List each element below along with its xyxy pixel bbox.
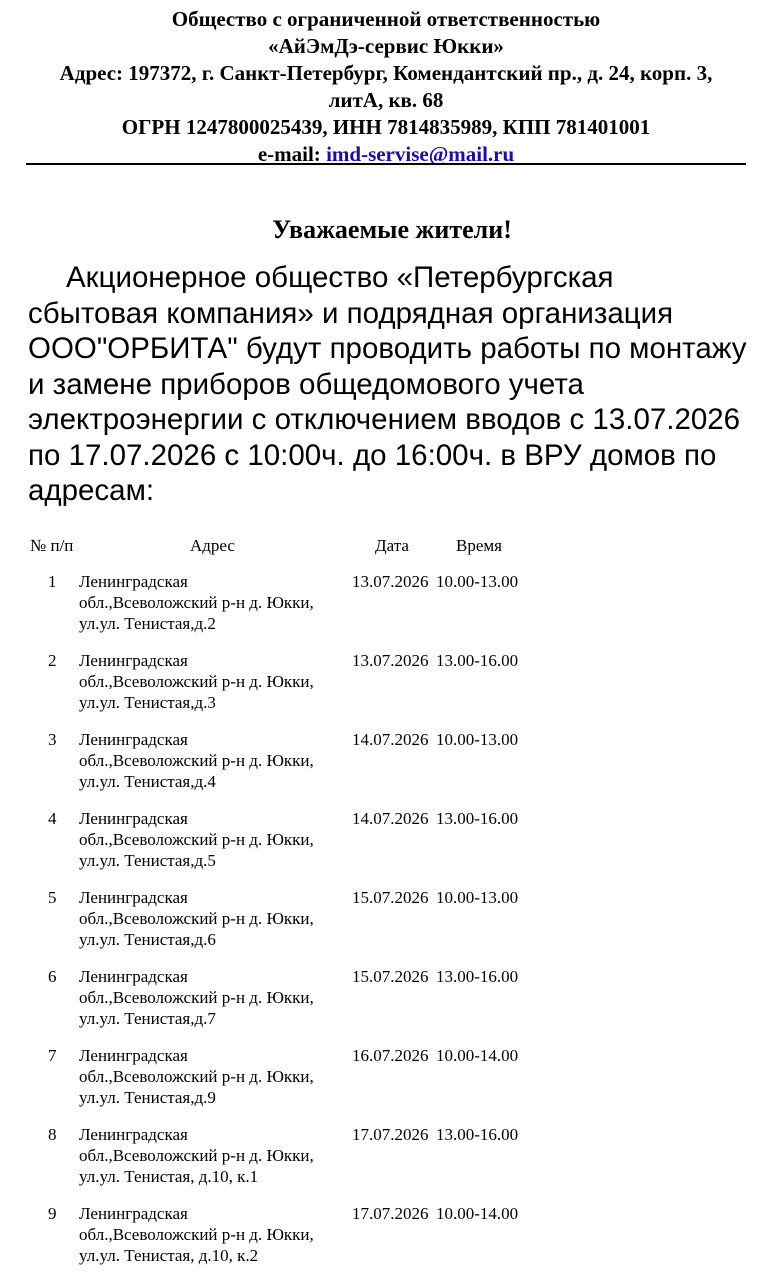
address-line-district: обл.,Всеволожский р-н д. Юкки, bbox=[79, 751, 314, 770]
address-line-region: Ленинградская bbox=[79, 888, 188, 907]
greeting-heading: Уважаемые жители! bbox=[272, 215, 512, 244]
table-row bbox=[0, 1045, 784, 1124]
row-date: 13.07.2026 bbox=[352, 572, 429, 591]
email-link[interactable]: imd-servise@mail.ru bbox=[326, 142, 515, 166]
row-date: 14.07.2026 bbox=[352, 730, 429, 749]
row-address bbox=[79, 887, 349, 950]
row-date: 17.07.2026 bbox=[352, 1204, 429, 1223]
address-line-region: Ленинградская bbox=[79, 730, 188, 749]
table-row bbox=[0, 650, 784, 729]
row-number: 2 bbox=[48, 651, 57, 670]
company-registration-line: ОГРН 1247800025439, ИНН 7814835989, КПП 781401001 bbox=[121, 115, 651, 139]
row-number: 4 bbox=[48, 809, 57, 828]
table-row bbox=[0, 966, 784, 1045]
row-date: 16.07.2026 bbox=[352, 1046, 429, 1065]
address-line-region: Ленинградская bbox=[79, 572, 188, 591]
table-row bbox=[0, 571, 784, 650]
table-row bbox=[0, 887, 784, 966]
row-time: 10.00-14.00 bbox=[436, 1046, 519, 1065]
row-address bbox=[79, 966, 349, 1029]
table-header bbox=[0, 535, 784, 559]
row-time: 10.00-13.00 bbox=[436, 730, 519, 749]
column-header-number: № п/п bbox=[30, 536, 74, 555]
row-address bbox=[79, 729, 349, 792]
table-row bbox=[0, 1203, 784, 1282]
column-header-date: Дата bbox=[375, 536, 409, 555]
table-row bbox=[0, 1124, 784, 1203]
address-line-region: Ленинградская bbox=[79, 1125, 188, 1144]
address-line-street: ул.ул. Тенистая,д.5 bbox=[79, 851, 216, 870]
notice-paragraph: Акционерное общество «Петербургская сбытовая компания» и подрядная организация ООО"ОРБИТА" будут проводить работы по монтажу и замене приборов общедомового учета электроэнергии с отключением вводов с 13.07.2026 по 17.07.2026 с 10:00ч. до 16:00ч. в ВРУ домов по адресам: bbox=[28, 261, 747, 507]
row-address bbox=[79, 1045, 349, 1108]
email-label: e-mail: bbox=[257, 142, 321, 166]
company-name-line: Общество с ограниченной ответственностью bbox=[171, 7, 601, 31]
row-address bbox=[79, 808, 349, 871]
address-line-street: ул.ул. Тенистая,д.9 bbox=[79, 1088, 216, 1107]
row-number: 5 bbox=[48, 888, 57, 907]
row-number: 9 bbox=[48, 1204, 57, 1223]
address-line-district: обл.,Всеволожский р-н д. Юкки, bbox=[79, 593, 314, 612]
row-time: 10.00-14.00 bbox=[436, 1204, 519, 1223]
row-address bbox=[79, 1124, 349, 1187]
row-time: 13.00-16.00 bbox=[436, 809, 519, 828]
address-line-street: ул.ул. Тенистая,д.4 bbox=[79, 772, 216, 791]
address-line-street: ул.ул. Тенистая,д.3 bbox=[79, 693, 216, 712]
row-time: 13.00-16.00 bbox=[436, 967, 519, 986]
row-time: 13.00-16.00 bbox=[436, 1125, 519, 1144]
table-row bbox=[0, 808, 784, 887]
row-date: 17.07.2026 bbox=[352, 1125, 429, 1144]
address-line-district: обл.,Всеволожский р-н д. Юкки, bbox=[79, 830, 314, 849]
row-number: 6 bbox=[48, 967, 57, 986]
column-header-address: Адрес bbox=[190, 536, 235, 555]
company-address-line-cont: литА, кв. 68 bbox=[328, 88, 444, 112]
row-time: 10.00-13.00 bbox=[436, 888, 519, 907]
row-date: 13.07.2026 bbox=[352, 651, 429, 670]
address-line-street: ул.ул. Тенистая,д.2 bbox=[79, 614, 216, 633]
address-line-street: ул.ул. Тенистая,д.7 bbox=[79, 1009, 216, 1028]
address-line-street: ул.ул. Тенистая, д.10, к.2 bbox=[79, 1246, 259, 1265]
address-line-region: Ленинградская bbox=[79, 1204, 188, 1223]
row-date: 15.07.2026 bbox=[352, 888, 429, 907]
address-line-district: обл.,Всеволожский р-н д. Юкки, bbox=[79, 1146, 314, 1165]
row-time: 13.00-16.00 bbox=[436, 651, 519, 670]
row-address bbox=[79, 1203, 349, 1266]
address-line-region: Ленинградская bbox=[79, 809, 188, 828]
row-number: 7 bbox=[48, 1046, 57, 1065]
company-address-line: Адрес: 197372, г. Санкт-Петербург, Комендантский пр., д. 24, корп. 3, bbox=[59, 61, 713, 85]
address-line-district: обл.,Всеволожский р-н д. Юкки, bbox=[79, 1225, 314, 1244]
row-address bbox=[79, 650, 349, 713]
row-time: 10.00-13.00 bbox=[436, 572, 519, 591]
address-line-district: обл.,Всеволожский р-н д. Юкки, bbox=[79, 672, 314, 691]
row-number: 8 bbox=[48, 1125, 57, 1144]
row-address bbox=[79, 571, 349, 634]
row-date: 15.07.2026 bbox=[352, 967, 429, 986]
address-line-street: ул.ул. Тенистая, д.10, к.1 bbox=[79, 1167, 259, 1186]
row-number: 3 bbox=[48, 730, 57, 749]
row-number: 1 bbox=[48, 572, 57, 591]
company-brand-line: «АйЭмДэ-сервис Юкки» bbox=[268, 34, 504, 58]
address-line-district: обл.,Всеволожский р-н д. Юкки, bbox=[79, 988, 314, 1007]
letterhead bbox=[26, 6, 746, 168]
header-divider bbox=[26, 163, 746, 165]
address-table bbox=[0, 571, 784, 1282]
table-row bbox=[0, 729, 784, 808]
address-line-region: Ленинградская bbox=[79, 651, 188, 670]
address-line-street: ул.ул. Тенистая,д.6 bbox=[79, 930, 216, 949]
address-line-district: обл.,Всеволожский р-н д. Юкки, bbox=[79, 1067, 314, 1086]
column-header-time: Время bbox=[456, 536, 502, 555]
row-date: 14.07.2026 bbox=[352, 809, 429, 828]
address-line-district: обл.,Всеволожский р-н д. Юкки, bbox=[79, 909, 314, 928]
address-line-region: Ленинградская bbox=[79, 967, 188, 986]
address-line-region: Ленинградская bbox=[79, 1046, 188, 1065]
